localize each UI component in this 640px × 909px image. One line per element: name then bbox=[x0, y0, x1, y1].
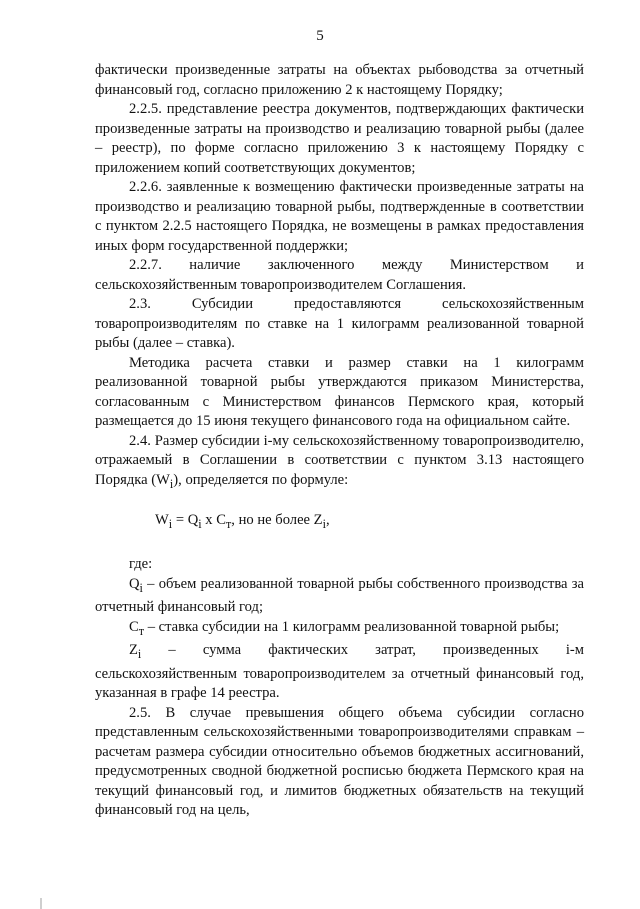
formula-eq-q: = Q bbox=[172, 511, 199, 528]
formula-w: W bbox=[155, 511, 169, 528]
formula-q-sub: i bbox=[198, 516, 202, 531]
definition-q bbox=[95, 575, 584, 618]
paragraph-2-2-6: 2.2.6. заявленные к возмещению фактически произведенные затраты на производство и реализацию товарной рыбы, подтвержденные в соответствии с пунктом 2.2.5 настоящего Порядка, не возмещены в рамках предоставления иных форм государственной поддержки; bbox=[95, 179, 584, 254]
where-label: где: bbox=[129, 556, 153, 573]
paragraph-2-4-text-b: ), определяется по формуле: bbox=[173, 471, 349, 488]
document-body bbox=[95, 61, 584, 821]
definition-q-symbol: Q bbox=[129, 575, 140, 592]
definition-z-text: – сумма фактических затрат, произведенных i-м сельскохозяйственным товаропроизводителем за отчетный финансовый год, указанная в графе 14 реестра. bbox=[95, 642, 584, 702]
paragraph-2-4-text-a: 2.4. Размер субсидии i-му сельскохозяйственному товаропроизводителю, отражаемый в Соглашении в соответствии с пунктом 3.13 настоящего Порядка (W bbox=[95, 432, 584, 488]
definition-q-sub: i bbox=[139, 580, 143, 595]
definition-z bbox=[95, 641, 584, 703]
paragraph-rate-method: Методика расчета ставки и размер ставки на 1 килограмм реализованной товарной рыбы утверждаются приказом Министерства, согласованным с Министерством финансов Пермского края, который размещается до 15 июня текущего финансового года на официальном сайте. bbox=[95, 354, 584, 429]
paragraph-2-4 bbox=[95, 432, 584, 494]
definition-z-symbol: Z bbox=[129, 642, 138, 659]
paragraph-2-2-5: 2.2.5. представление реестра документов, подтверждающих фактически произведенные затраты на производство и реализацию товарной рыбы (далее – реестр), по форме согласно приложению 3 к настоящему Порядку с приложением копий соответствующих документов; bbox=[95, 101, 584, 176]
definition-c-sub: т bbox=[138, 623, 145, 638]
formula-z-sub: i bbox=[322, 516, 326, 531]
definition-c bbox=[95, 618, 584, 641]
paragraph-2-4-subscript: i bbox=[169, 476, 174, 491]
paragraph-continuation: фактически произведенные затраты на объектах рыбоводства за отчетный финансовый год, согласно приложению 2 к настоящему Порядку; bbox=[95, 62, 584, 98]
definition-c-symbol: С bbox=[129, 618, 139, 635]
formula-times-c: х С bbox=[201, 511, 226, 528]
formula-c-sub: т bbox=[225, 516, 232, 531]
definition-q-text: – объем реализованной товарной рыбы собственного производства за отчетный финансовый год; bbox=[95, 575, 584, 616]
paragraph-2-2-7: 2.2.7. наличие заключенного между Министерством и сельскохозяйственным товаропроизводителем Соглашения. bbox=[95, 257, 584, 293]
definition-c-text: – ставка субсидии на 1 килограмм реализованной товарной рыбы; bbox=[144, 618, 560, 635]
paragraph-2-3: 2.3. Субсидии предоставляются сельскохозяйственным товаропроизводителям по ставке на 1 килограмм реализованной товарной рыбы (далее – ставка). bbox=[95, 296, 584, 351]
formula-end: , bbox=[326, 511, 330, 528]
definition-z-sub: i bbox=[137, 647, 142, 662]
formula-w-sub: i bbox=[168, 516, 173, 531]
page-number: 5 bbox=[316, 28, 324, 44]
scan-edge-mark bbox=[40, 898, 42, 909]
formula bbox=[95, 511, 584, 534]
paragraph-2-5: 2.5. В случае превышения общего объема субсидии согласно представленным сельскохозяйственными товаропроизводителями справкам – расчетам размера субсидии относительно объемов бюджетных ассигнований, предусмотренных сводной бюджетной росписью бюджета Пермского края на текущий финансовый год, и лимитов бюджетных обязательств на текущий финансовый год на цель, bbox=[95, 704, 584, 819]
formula-limit: , но не более Z bbox=[231, 511, 323, 528]
